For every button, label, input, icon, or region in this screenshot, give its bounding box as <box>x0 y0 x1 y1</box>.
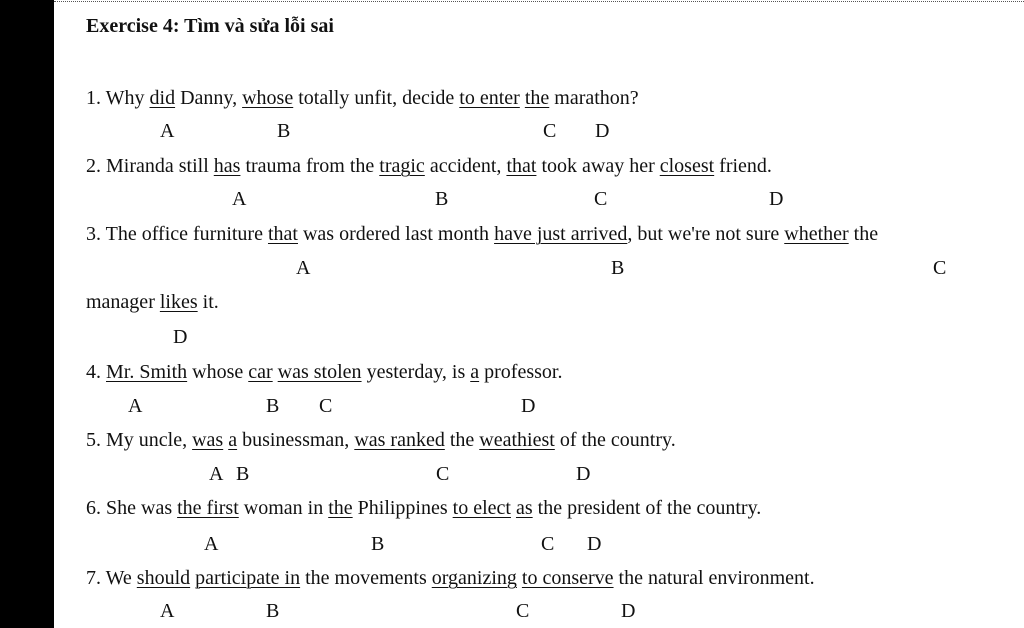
option-label-q1-c: C <box>543 120 557 142</box>
sentence-text: whose <box>187 361 249 383</box>
underlined-phrase: the <box>328 497 353 519</box>
sentence-text: Danny, <box>175 87 243 109</box>
sentence-text: , but we're not sure <box>627 223 785 245</box>
sentence-text: marathon? <box>549 87 639 109</box>
option-label-q7-b: B <box>266 600 280 622</box>
sentence-text: friend. <box>714 155 772 177</box>
option-label-q4-d: D <box>521 395 536 417</box>
underlined-phrase: was ranked <box>354 429 445 451</box>
underlined-phrase: likes <box>159 291 198 313</box>
exercise-title: Exercise 4: Tìm và sửa lỗi sai <box>86 15 334 37</box>
option-label-q6-b: B <box>371 533 385 555</box>
underlined-phrase: Mr. Smith <box>106 361 188 383</box>
underlined-phrase: has <box>213 155 241 177</box>
sentence-text: 3. The office furniture <box>86 223 268 245</box>
underlined-phrase: was <box>192 429 224 451</box>
sentence-text: the president of the country. <box>532 497 762 519</box>
sentence-text: 7. We <box>86 567 137 589</box>
option-label-q5-a: A <box>209 463 224 485</box>
sentence-text: 6. She was <box>86 497 178 519</box>
sentence-text: Philippines <box>352 497 453 519</box>
sentence-text: woman in <box>238 497 329 519</box>
option-label-q4-c: C <box>319 395 333 417</box>
option-label-q6-d: D <box>587 533 602 555</box>
underlined-phrase: have just arrived <box>494 223 628 245</box>
sentence-text: professor. <box>479 361 563 383</box>
sentence-text: 5. My uncle, <box>86 429 193 451</box>
underlined-phrase: the <box>524 87 550 109</box>
option-label-q2-c: C <box>594 188 608 210</box>
sentence-text: took away her <box>536 155 660 177</box>
option-label-q5-b: B <box>236 463 250 485</box>
sentence-text: of the country. <box>554 429 676 451</box>
sentence-text: the <box>444 429 480 451</box>
option-label-q3-c: C <box>933 257 947 279</box>
option-label-q2-b: B <box>435 188 449 210</box>
option-label-q3-a: A <box>296 257 311 279</box>
sentence-text: businessman, <box>237 429 355 451</box>
underlined-phrase: that <box>506 155 537 177</box>
option-label-q5-c: C <box>436 463 450 485</box>
sentence-text: the natural environment. <box>613 567 815 589</box>
underlined-phrase: whose <box>242 87 294 109</box>
question-7 <box>86 566 815 590</box>
question-3-continued <box>86 290 219 314</box>
option-label-q3-d: D <box>173 326 188 348</box>
underlined-phrase: as <box>515 497 533 519</box>
question-2 <box>86 154 772 178</box>
sentence-text: the <box>848 223 879 245</box>
question-5 <box>86 428 676 452</box>
option-label-q7-d: D <box>621 600 636 622</box>
underlined-phrase: a <box>228 429 238 451</box>
left-black-bar <box>0 0 54 628</box>
underlined-phrase: did <box>149 87 176 109</box>
option-label-q6-a: A <box>204 533 219 555</box>
underlined-phrase: whether <box>784 223 849 245</box>
underlined-phrase: should <box>136 567 191 589</box>
underlined-phrase: tragic <box>379 155 425 177</box>
option-label-q7-a: A <box>160 600 175 622</box>
underlined-phrase: a <box>470 361 480 383</box>
sentence-text: was ordered last month <box>297 223 495 245</box>
underlined-phrase: closest <box>659 155 715 177</box>
option-label-q2-a: A <box>232 188 247 210</box>
question-4 <box>86 360 562 384</box>
sentence-text: 1. Why <box>86 87 150 109</box>
underlined-phrase: to elect <box>452 497 511 519</box>
option-label-q1-d: D <box>595 120 610 142</box>
sentence-text: accident, <box>424 155 507 177</box>
question-1 <box>86 86 639 110</box>
option-label-q4-b: B <box>266 395 280 417</box>
question-6 <box>86 496 761 520</box>
option-label-q3-b: B <box>611 257 625 279</box>
question-3 <box>86 222 878 246</box>
option-label-q6-c: C <box>541 533 555 555</box>
sentence-text: manager <box>86 291 160 313</box>
underlined-phrase: to conserve <box>521 567 614 589</box>
underlined-phrase: organizing <box>431 567 517 589</box>
underlined-phrase: car <box>248 361 273 383</box>
option-label-q7-c: C <box>516 600 530 622</box>
underlined-phrase: participate in <box>195 567 301 589</box>
sentence-text: the movements <box>300 567 432 589</box>
sentence-text: 2. Miranda still <box>86 155 214 177</box>
underlined-phrase: that <box>267 223 298 245</box>
underlined-phrase: the first <box>177 497 239 519</box>
option-label-q4-a: A <box>128 395 143 417</box>
option-label-q1-a: A <box>160 120 175 142</box>
sentence-text: yesterday, is <box>361 361 471 383</box>
sentence-text: 4. <box>86 361 106 383</box>
option-label-q1-b: B <box>277 120 291 142</box>
sentence-text: trauma from the <box>240 155 380 177</box>
underlined-phrase: was stolen <box>277 361 362 383</box>
sentence-text: totally unfit, decide <box>293 87 460 109</box>
underlined-phrase: weathiest <box>479 429 555 451</box>
sentence-text: it. <box>197 291 219 313</box>
document-page <box>54 0 1024 628</box>
option-label-q5-d: D <box>576 463 591 485</box>
option-label-q2-d: D <box>769 188 784 210</box>
underlined-phrase: to enter <box>459 87 520 109</box>
